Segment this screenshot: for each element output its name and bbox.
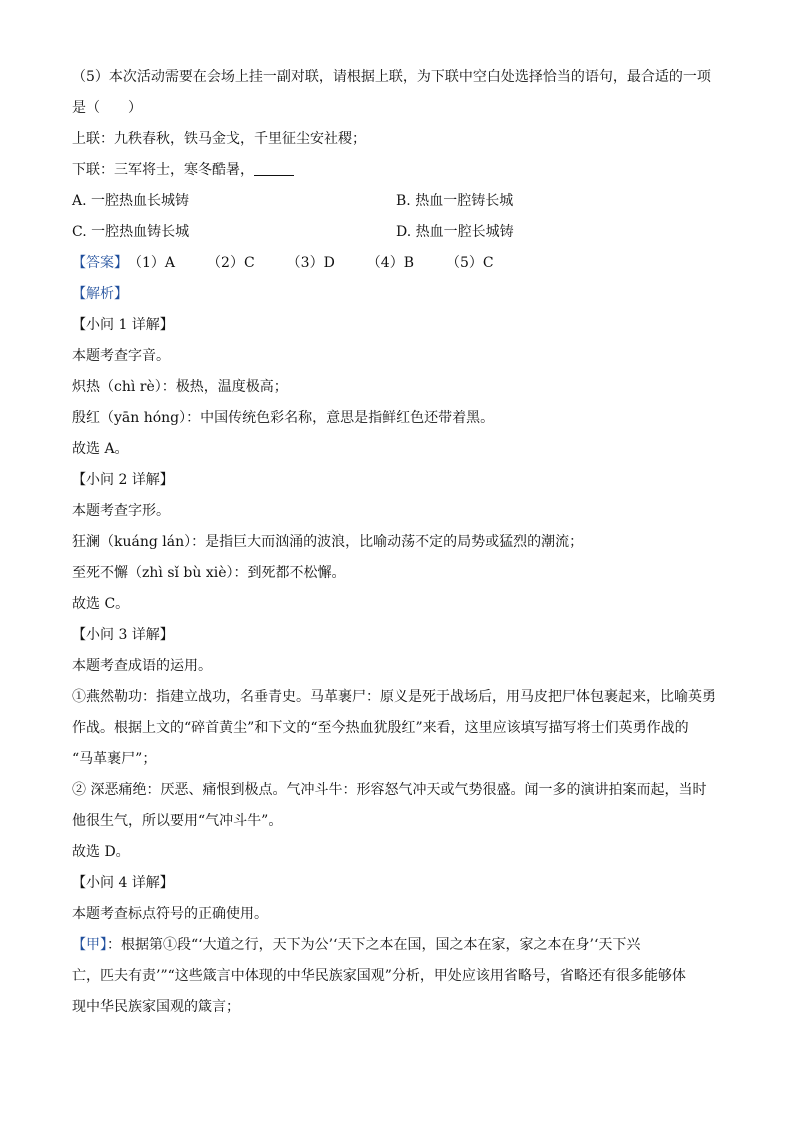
answer-item: （5）C — [446, 255, 494, 271]
section-title: 【小问 4 详解】 — [72, 875, 174, 891]
paragraph-line: 故选 A。 — [72, 441, 129, 457]
paragraph-line: ①燕然勒功：指建立战功，名垂青史。马革裹尸：原义是死于战场后，用马皮把尸体包裹起来，比喻英勇 — [72, 689, 716, 705]
paragraph-line: 本题考查成语的运用。 — [72, 658, 212, 674]
option-d: D. 热血一腔长城铸 — [396, 224, 514, 240]
paragraph-text: ：根据第①段“‘大道之行，天下为公’‘天下之本在国，国之本在家，家之本在身’‘天下兴 — [107, 937, 641, 953]
upper-couplet: 上联：九秩春秋，铁马金戈，千里征尘安社稷； — [72, 131, 366, 147]
answer-item: （1）A — [128, 255, 176, 271]
paragraph-line: 故选 D。 — [72, 844, 130, 860]
paragraph-line: 本题考查标点符号的正确使用。 — [72, 906, 268, 922]
answer-label: 【答案】 — [72, 255, 128, 271]
paragraph-line: 作战。根据上文的“碎首黄尘”和下文的“至今热血犹殷红”来看，这里应该填写描写将士们英勇作战的 — [72, 720, 689, 736]
lower-couplet — [72, 160, 294, 180]
paragraph-line: 殷红（yān hóng）：中国传统色彩名称，意思是指鲜红色还带着黑。 — [72, 410, 495, 426]
paragraph-line: 故选 C。 — [72, 596, 130, 612]
answer-row — [72, 253, 526, 273]
lower-couplet-text: 下联：三军将士，寒冬酷暑， — [72, 162, 254, 178]
question-stem-line1: （5）本次活动需要在会场上挂一副对联，请根据上联，为下联中空白处选择恰当的语句，最合适的一项 — [72, 69, 711, 85]
section-title: 【小问 3 详解】 — [72, 627, 174, 643]
question-stem-line2: 是（ ） — [72, 100, 142, 116]
paragraph-line: 狂澜（kuáng lán）：是指巨大而汹涌的波浪，比喻动荡不定的局势或猛烈的潮流； — [72, 534, 584, 550]
section-title: 【小问 1 详解】 — [72, 317, 174, 333]
paragraph-line: “马革裹尸”； — [72, 751, 157, 767]
marker-jia: 【甲】 — [72, 937, 107, 953]
paragraph-line: 他很生气，所以要用“气冲斗牛”。 — [72, 813, 283, 829]
paragraph-line: 本题考查字音。 — [72, 348, 170, 364]
paragraph-line: 本题考查字形。 — [72, 503, 170, 519]
answer-blank — [254, 161, 294, 176]
answer-item: （2）C — [207, 255, 255, 271]
answer-item: （4）B — [366, 255, 414, 271]
paragraph-line: 炽热（chì rè）：极热，温度极高； — [72, 379, 288, 395]
analysis-label: 【解析】 — [72, 286, 128, 302]
paragraph-line: ② 深恶痛绝：厌恶、痛恨到极点。气冲斗牛：形容怒气冲天或气势很盛。闻一多的演讲拍案而起，当时 — [72, 782, 707, 798]
paragraph-line: 亡，匹夫有责’”“这些箴言中体现的中华民族家国观”分析，甲处应该用省略号，省略还有很多能够体 — [72, 968, 686, 984]
option-b: B. 热血一腔铸长城 — [396, 193, 514, 209]
section-title: 【小问 2 详解】 — [72, 472, 174, 488]
option-a: A. 一腔热血长城铸 — [72, 193, 190, 209]
option-c: C. 一腔热血铸长城 — [72, 224, 190, 240]
answer-item: （3）D — [286, 255, 335, 271]
paragraph-line: 现中华民族家国观的箴言； — [72, 999, 240, 1015]
paragraph-line — [72, 935, 640, 955]
paragraph-line: 至死不懈（zhì sǐ bù xiè）：到死都不松懈。 — [72, 565, 346, 581]
